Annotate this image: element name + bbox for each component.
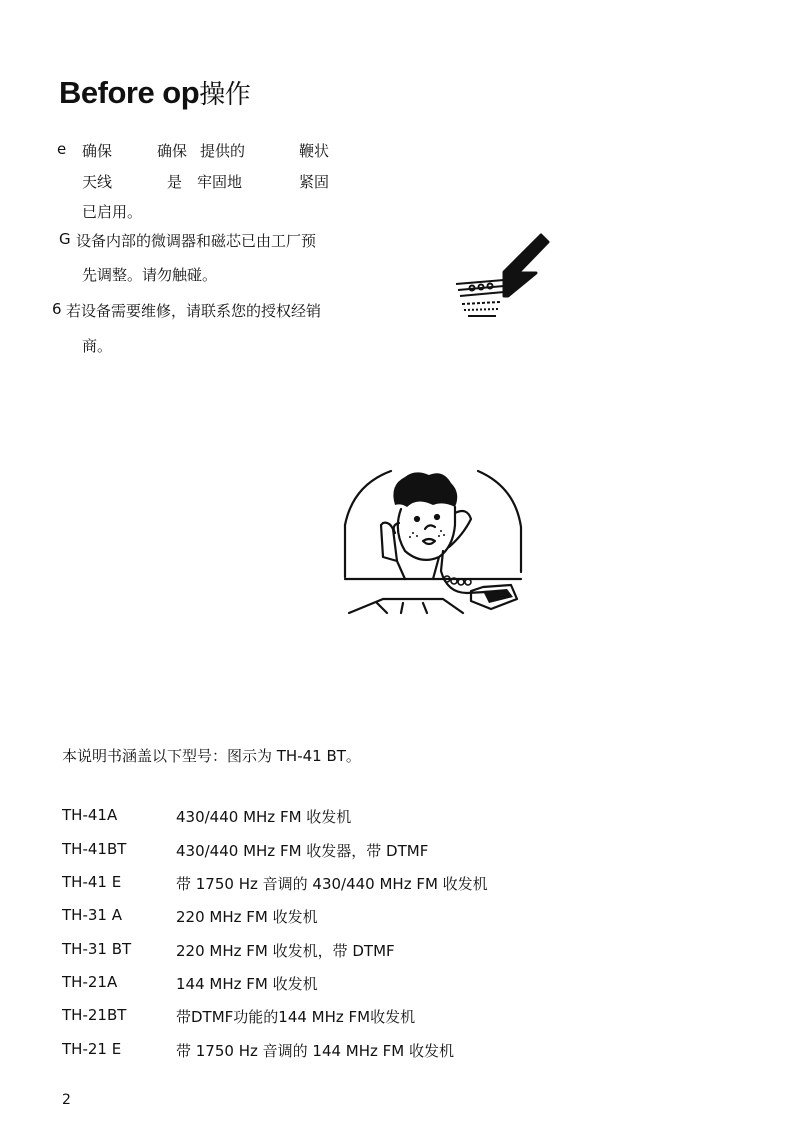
table-row [62, 1040, 562, 1062]
model-name: TH-41BT [62, 840, 127, 858]
model-name: TH-31 A [62, 906, 122, 924]
table-row [62, 873, 562, 895]
model-name: TH-21 E [62, 1040, 122, 1058]
model-description: 带DTMF功能的144 MHz FM收发机 [176, 1008, 416, 1026]
model-name: TH-41A [62, 806, 118, 824]
note-1-word-8: 紧固 [299, 173, 330, 191]
note-1-word-3: 提供的 [200, 142, 246, 160]
model-name: TH-21BT [62, 1006, 127, 1024]
model-description: 430/440 MHz FM 收发器，带 DTMF [176, 842, 429, 860]
note-1-line-3: 已启用。 [82, 203, 143, 221]
model-description: 144 MHz FM 收发机 [176, 975, 318, 993]
model-description: 220 MHz FM 收发机 [176, 908, 318, 926]
note-1-word-2: 确保 [157, 142, 188, 160]
page-title-latin: Before op [59, 75, 200, 110]
page-number: 2 [62, 1092, 71, 1108]
note-2-line-1: 设备内部的微调器和磁芯已由工厂预 [76, 232, 317, 250]
page-title [59, 74, 250, 111]
model-name: TH-21A [62, 973, 118, 991]
table-row [62, 906, 562, 928]
table-row [62, 1006, 562, 1028]
model-description: 带 1750 Hz 音调的 144 MHz FM 收发机 [176, 1042, 454, 1060]
note-2-bullet: G [59, 230, 71, 248]
note-3-line-2: 商。 [82, 337, 113, 355]
table-row [62, 973, 562, 995]
note-1-word-7: 牢固地 [197, 173, 243, 191]
note-1-word-5: 天线 [82, 173, 113, 191]
model-description: 220 MHz FM 收发机，带 DTMF [176, 942, 395, 960]
table-row [62, 806, 562, 828]
model-name: TH-31 BT [62, 940, 132, 958]
table-row [62, 940, 562, 962]
note-1-word-6: 是 [167, 173, 183, 191]
note-1-word-4: 鞭状 [299, 142, 330, 160]
note-3-bullet: 6 [52, 300, 62, 318]
note-3-line-1: 若设备需要维修，请联系您的授权经销 [66, 302, 322, 320]
arrow-down-left-icon [448, 226, 552, 322]
note-1-bullet: e [57, 140, 67, 158]
models-intro: 本说明书涵盖以下型号：图示为 TH-41 BT。 [62, 747, 361, 765]
telephone-caller-illustration [343, 467, 523, 615]
model-description: 430/440 MHz FM 收发机 [176, 808, 352, 826]
note-2-line-2: 先调整。请勿触碰。 [82, 266, 218, 284]
model-description: 带 1750 Hz 音调的 430/440 MHz FM 收发机 [176, 875, 488, 893]
model-name: TH-41 E [62, 873, 122, 891]
table-row [62, 840, 562, 862]
page-title-cjk: 操作 [199, 80, 251, 110]
note-1-word-1: 确保 [82, 142, 113, 160]
